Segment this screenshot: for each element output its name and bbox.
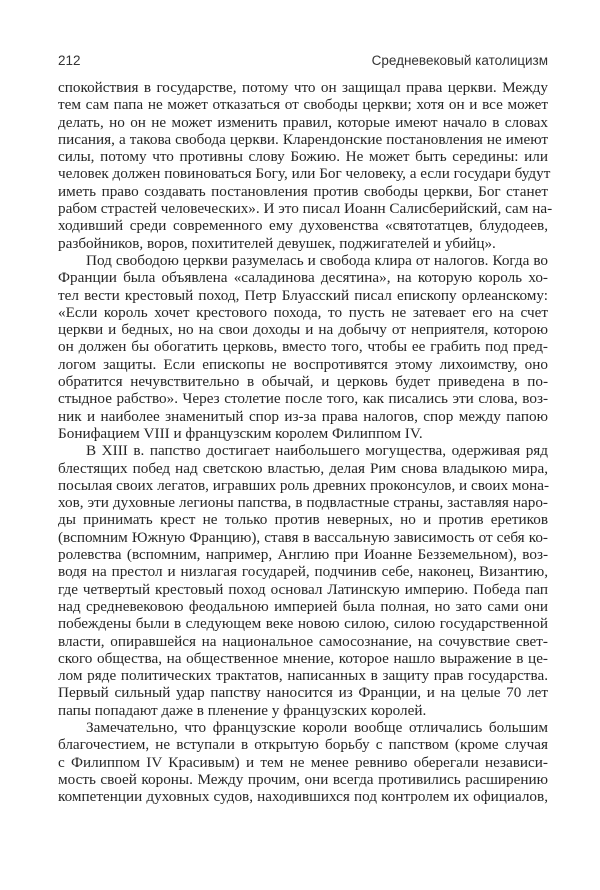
- text-line: делать, но он не может изменить правил, которые имеют начало в словах: [58, 113, 548, 131]
- text-line: Бонифацием VIII и французским королем Филиппом IV.: [58, 424, 423, 442]
- text-line: ник и наиболее знаменитый спор из-за права налогов, спор между папою: [58, 407, 548, 425]
- text-line: тел вести крестовый поход, Петр Блуасский писал епископу орлеанскому:: [58, 286, 548, 304]
- page-number: 212: [58, 53, 81, 68]
- running-header: [58, 53, 548, 71]
- text-line: рабом страстей человеческих». И это писал Иоанн Салисберийский, сам на-: [58, 200, 553, 218]
- text-line: человек должен повиноваться Богу, или Бог человеку, а если государи будут: [58, 165, 551, 183]
- text-line: папы попадают даже в пленение у французских королей.: [58, 701, 427, 719]
- text-line: компетенции духовных судов, находившихся под контролем их официалов,: [58, 788, 548, 806]
- text-line: (вспомним Южную Францию), ставя в вассальную зависимость от себя ко-: [58, 528, 548, 546]
- text-line: над средневековою феодальною империей была полная, но зато сами они: [58, 597, 548, 615]
- text-line: В XIII в. папство достигает наибольшего могущества, одерживая ряд: [86, 442, 548, 460]
- text-line: посылая своих легатов, игравших роль древних проконсулов, и своих мона-: [58, 476, 550, 494]
- text-line: с Филиппом IV Красивым) и тем не менее ревниво оберегали независи-: [58, 753, 548, 771]
- text-line: писания, а такова свобода церкви. Кларендонские постановления не имеют: [58, 130, 548, 148]
- text-line: разбойников, воров, похитителей девушек, поджигателей и убийц».: [58, 234, 496, 252]
- text-line: тем сам папа не может отказаться от свободы церкви; хотя он и все может: [58, 96, 548, 114]
- text-line: обратится нечувствительно в обычай, и церковь будет приведена в по-: [58, 373, 548, 391]
- text-line: мость своей короны. Между прочим, они всегда противились расширению: [58, 770, 548, 788]
- text-line: стыдное рабство». Через столетие после того, как писались эти слова, воз-: [58, 390, 548, 408]
- text-line: церкви и бедных, но на свои доходы и на добычу от неприятеля, которою: [58, 321, 548, 339]
- paragraph: [58, 719, 548, 805]
- text-line: где четвертый крестовый поход основал Латинскую империю. Победа пап: [58, 580, 548, 598]
- text-line: водя на престол и низлагая государей, подчинив себе, наконец, Византию,: [58, 563, 548, 581]
- text-line: ходивший среди современного ему духовенства «святотатцев, блудодеев,: [58, 217, 548, 235]
- text-line: спокойствия в государстве, потому что он защищал права церкви. Между: [58, 79, 548, 96]
- text-line: Франции была объявлена «саладинова десятина», на которую король хо-: [58, 269, 548, 287]
- text-line: «Если король хочет крестового похода, то пусть не затевает его на счет: [58, 303, 548, 321]
- text-line: ды принимать крест не только против неверных, но и против еретиков: [58, 511, 548, 529]
- text-line: хов, эти духовные легионы папства, в подвластные страны, заставляя наро-: [58, 494, 548, 512]
- text-line: логом защиты. Если епископы не воспротивятся этому лихоимству, оно: [58, 355, 548, 373]
- text-line: лом ряде политических трактатов, написанных в защиту прав государства.: [58, 667, 548, 685]
- paragraph: [58, 442, 548, 719]
- text-line: он должен бы обогатить церковь, вместо того, чтобы ее грабить под пред-: [58, 338, 548, 356]
- text-line: блестящих побед над светскою властью, делая Рим снова владыкою мира,: [58, 459, 548, 477]
- text-line: Под свободою церкви разумелась и свобода клира от налогов. Когда во: [86, 251, 548, 269]
- text-line: власти, опиравшейся на национальное самосознание, на сочувствие свет-: [58, 632, 548, 650]
- text-line: иметь право создавать постановления против свободы церкви, Бог станет: [58, 182, 548, 200]
- text-line: благочестием, не вступали в открытую борьбу с папством (кроме случая: [58, 736, 548, 754]
- paragraph: [58, 252, 548, 442]
- text-line: ролевства (вспомним, например, Англию при Иоанне Безземельном), воз-: [58, 546, 548, 564]
- page-body: [58, 79, 553, 806]
- text-line: побеждены были в следующем веке новою силою, силою государственной: [58, 615, 548, 633]
- text-line: ского общества, на общественное мнение, которое нашло выражение в це-: [58, 649, 548, 667]
- text-line: силы, потому что противны слову Божию. Не может быть середины: или: [58, 148, 548, 166]
- text-line: Первый сильный удар папству наносится из Франции, и на целые 70 лет: [58, 684, 548, 702]
- text-line: Замечательно, что французские короли вообще отличались большим: [86, 718, 548, 736]
- running-title: Средневековый католицизм: [371, 53, 548, 68]
- paragraph: [58, 79, 553, 252]
